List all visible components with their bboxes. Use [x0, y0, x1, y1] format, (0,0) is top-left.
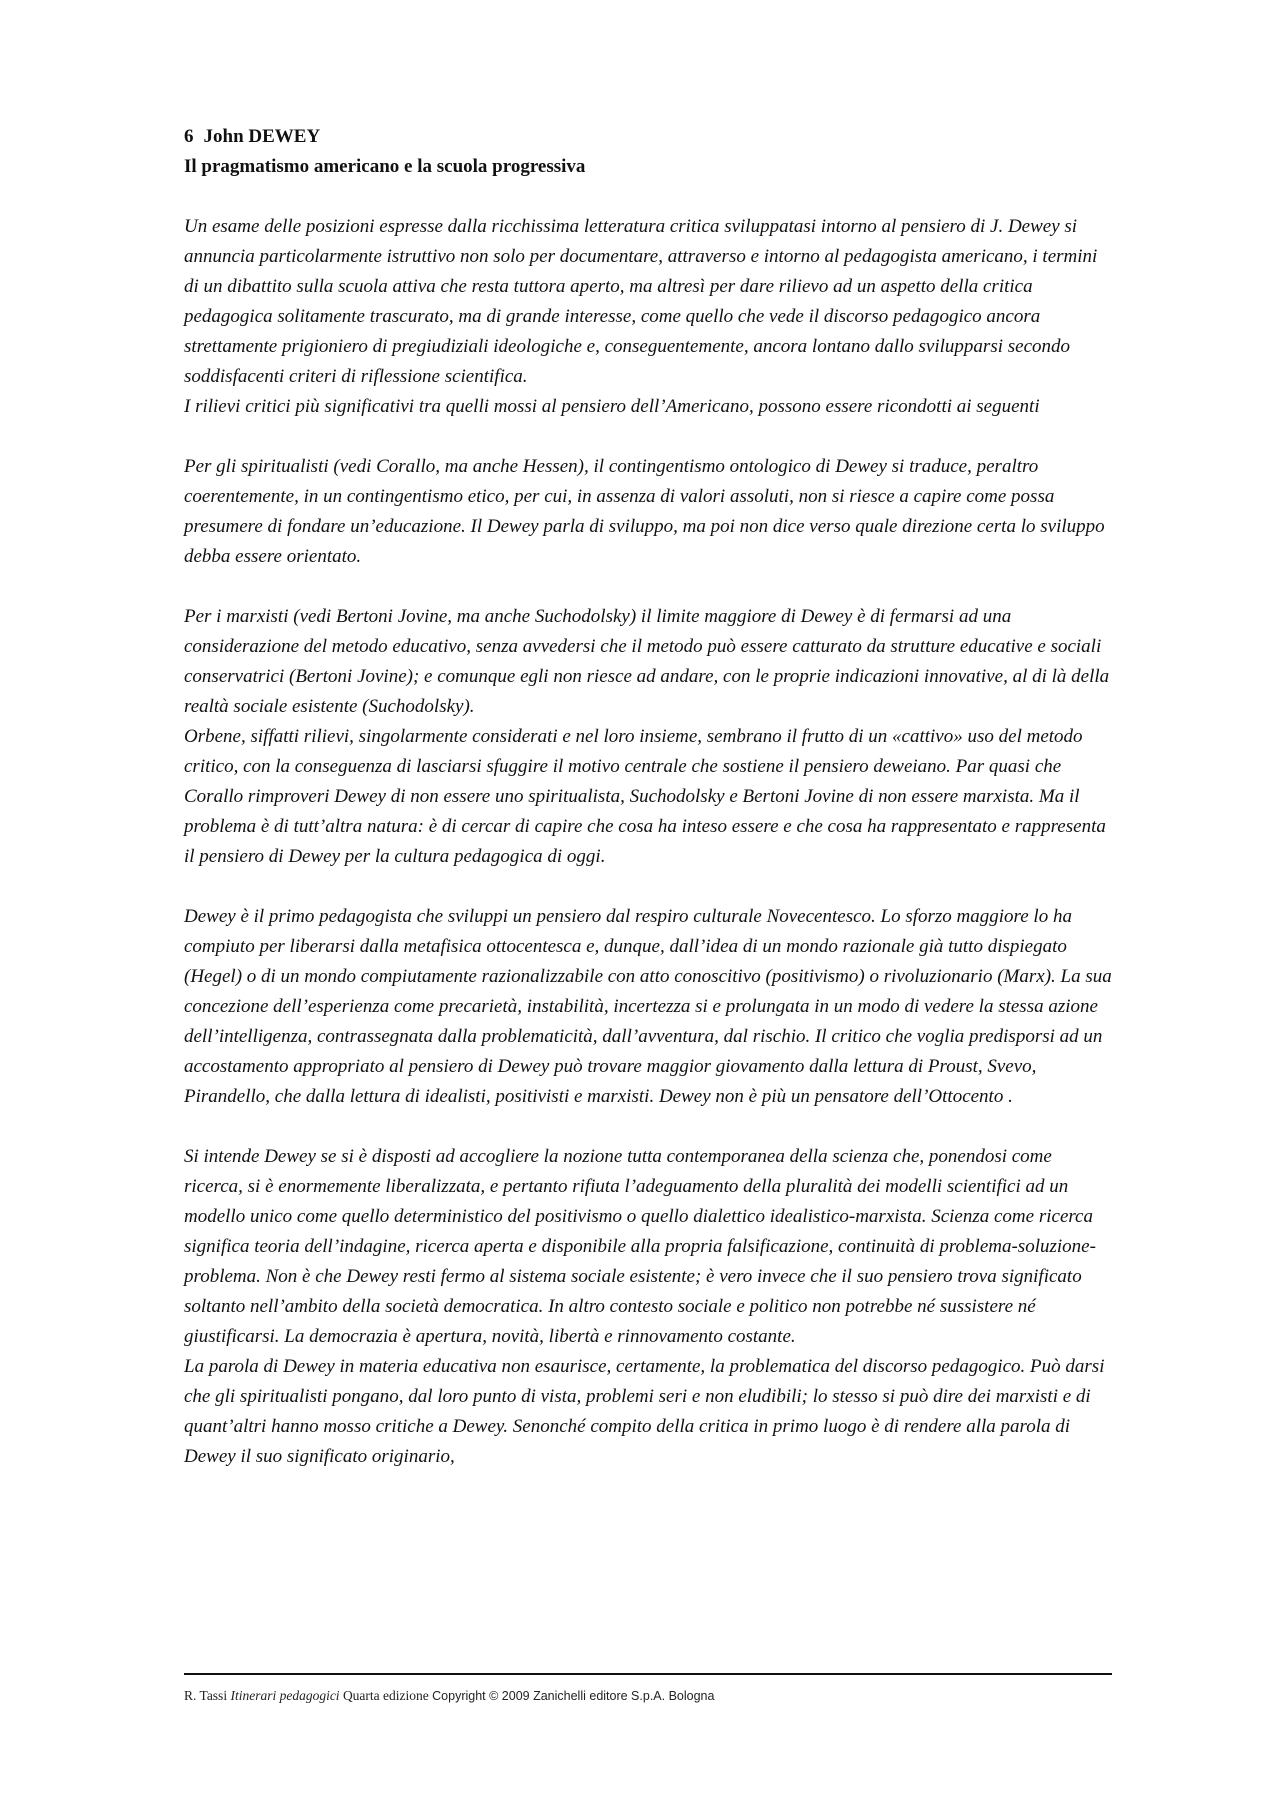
- chapter-title: John DEWEY: [203, 126, 321, 147]
- paragraph-novecento: Dewey è il primo pedagogista che sviluppi un pensiero dal respiro culturale Novecentesco. Lo sforzo maggiore lo ha compiuto per liberarsi dalla metafisica ottocentesca e, dunque, dall’idea di un mondo razionale già tutto dispiegato (Hegel) o di un mondo compiutamente razionalizzabile con atto conoscitivo (positivismo) o rivoluzionario (Marx). La sua concezione dell’esperienza come precarietà, instabilità, incertezza si e prolungata in un modo di vedere la stessa azione dell’intelligenza, contrassegnata dalla problematicità, dall’avventura, dal rischio. Il critico che voglia predisporsi ad un accostamento appropriato al pensiero di Dewey può trovare maggior giovamento dalla lettura di Proust, Svevo, Pirandello, che dalla lettura di idealisti, positivisti e marxisti. Dewey non è più un pensatore dell’Ottocento .: [184, 906, 1112, 1107]
- paragraph-spiritualists: Per gli spiritualisti (vedi Corallo, ma anche Hessen), il contingentismo ontologico di Dewey si traduce, peraltro coerentemente, in un contingentismo etico, per cui, in assenza di valori assoluti, non si riesce a capire come possa presumere di fondare un’educazione. Il Dewey parla di sviluppo, ma poi non dice verso quale direzione certa lo sviluppo debba essere orientato.: [184, 456, 1105, 567]
- chapter-heading: [184, 122, 1112, 152]
- footer-book-title: Itinerari pedagogici: [230, 1688, 340, 1703]
- chapter-subtitle: Il pragmatismo americano e la scuola progressiva: [184, 156, 586, 177]
- paragraph-marxists: Per i marxisti (vedi Bertoni Jovine, ma anche Suchodolsky) il limite maggiore di Dewey è di fermarsi ad una considerazione del metodo educativo, senza avvedersi che il metodo può essere catturato da strutture educative e sociali conservatrici (Bertoni Jovine); e comunque egli non riesce ad andare, con le proprie indicazioni innovative, al di là della realtà sociale esistente (Suchodolsky).: [184, 606, 1110, 717]
- paragraph-science: Si intende Dewey se si è disposti ad accogliere la nozione tutta contemporanea della scienza che, ponendosi come ricerca, si è enormemente liberalizzata, e pertanto rifiuta l’adeguamento della pluralità dei modelli scientifici ad un modello unico come quello deterministico del positivismo o quello dialettico idealistico-marxista. Scienza come ricerca significa teoria dell’indagine, ricerca aperta e disponibile alla propria falsificazione, continuità di problema-soluzione-problema. Non è che Dewey resti fermo al sistema sociale esistente; è vero invece che il suo pensiero trova significato soltanto nell’ambito della società democratica. In altro contesto sociale e politico non potrebbe né sussistere né giustificarsi. La democrazia è apertura, novità, libertà e rinnovamento costante.: [184, 1146, 1096, 1347]
- paragraph-intro: Un esame delle posizioni espresse dalla ricchissima letteratura critica sviluppatasi intorno al pensiero di J. Dewey si annuncia particolarmente istruttivo non solo per documentare, attraverso e intorno al pedagogista americano, i termini di un dibattito sulla scuola attiva che resta tuttora aperto, ma altresì per dare rilievo ad un aspetto della critica pedagogica solitamente trascurato, ma di grande interesse, come quello che vede il discorso pedagogico ancora strettamente prigioniero di pregiudiziali ideologiche e, conseguentemente, ancora lontano dallo svilupparsi secondo soddisfacenti criteri di riflessione scientifica.: [184, 216, 1098, 387]
- document-body: [184, 122, 1112, 1472]
- paragraph-spacer: [184, 422, 1112, 452]
- paragraph-spacer: [184, 872, 1112, 902]
- chapter-number: 6: [184, 126, 194, 147]
- footer-copyright: Copyright © 2009 Zanichelli editore S.p.A. Bologna: [432, 1689, 715, 1703]
- paragraph-orbene: Orbene, siffatti rilievi, singolarmente considerati e nel loro insieme, sembrano il frutto di un «cattivo» uso del metodo critico, con la conseguenza di lasciarsi sfuggire il motivo centrale che sostiene il pensiero deweiano. Par quasi che Corallo rimproveri Dewey di non essere uno spiritualista, Suchodolsky e Bertoni Jovine di non essere marxista. Ma il problema è di tutt’altra natura: è di cercar di capire che cosa ha inteso essere e che cosa ha rappresentato e rappresenta il pensiero di Dewey per la cultura pedagogica di oggi.: [184, 726, 1106, 867]
- page-footer: [184, 1687, 1112, 1705]
- paragraph-critical-points: I rilievi critici più significativi tra quelli mossi al pensiero dell’Americano, possono essere ricondotti ai seguenti: [184, 396, 1040, 417]
- paragraph-spacer: [184, 1112, 1112, 1142]
- paragraph-spacer: [184, 572, 1112, 602]
- footer-author: R. Tassi: [184, 1688, 228, 1703]
- paragraph-conclusion: La parola di Dewey in materia educativa non esaurisce, certamente, la problematica del discorso pedagogico. Può darsi che gli spiritualisti pongano, dal loro punto di vista, problemi seri e non eludibili; lo stesso si può dire dei marxisti e di quant’altri hanno mosso critiche a Dewey. Senonché compito della critica in primo luogo è di rendere alla parola di Dewey il suo significato originario,: [184, 1356, 1105, 1467]
- footer-edition: Quarta edizione: [342, 1688, 429, 1703]
- footer-divider: [184, 1673, 1112, 1675]
